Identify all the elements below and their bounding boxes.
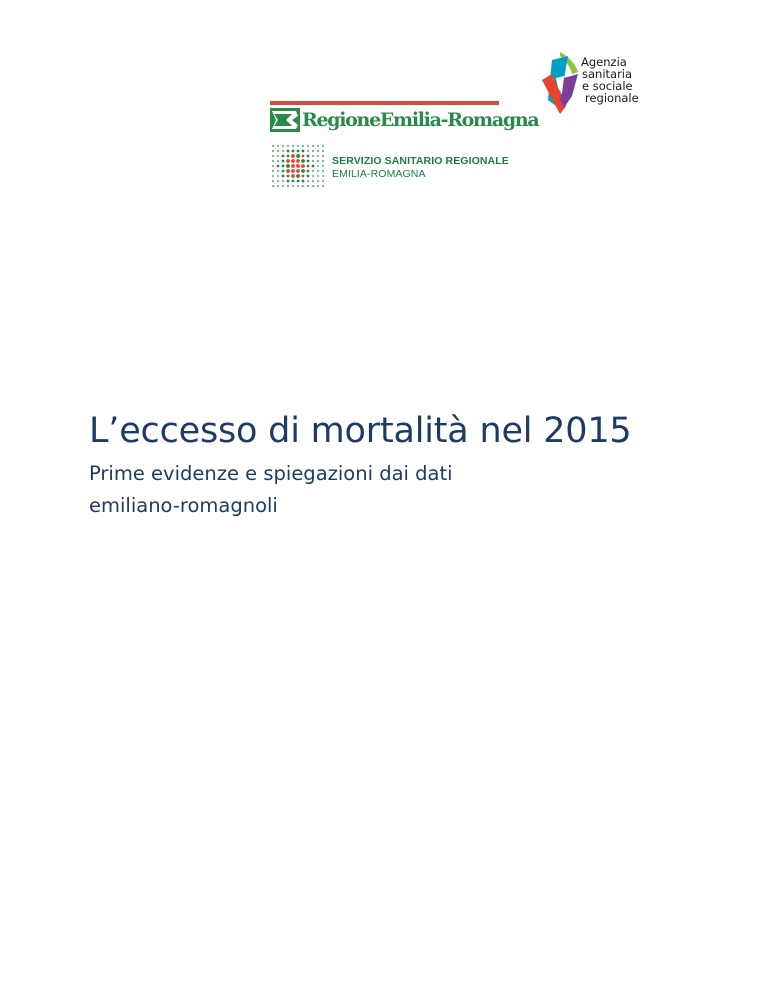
ssr-dot	[312, 155, 314, 157]
ssr-name-line: SERVIZIO SANITARIO REGIONALE	[332, 155, 509, 167]
ssr-dot	[317, 150, 319, 152]
ssr-dot	[317, 170, 319, 172]
ssr-dot	[312, 165, 315, 168]
ssr-dot	[286, 159, 290, 163]
servizio-sanitario-regionale-logo	[270, 143, 510, 191]
ssr-dot	[282, 180, 284, 182]
ssr-dot	[317, 160, 319, 162]
ssr-dot	[272, 150, 274, 152]
ssr-dot	[322, 160, 324, 162]
ssr-dot	[307, 160, 310, 163]
ssr-dot	[302, 145, 304, 147]
ssr-dot	[287, 145, 289, 147]
document-subtitle	[89, 458, 609, 522]
ssr-dot	[312, 170, 314, 172]
ssr-dot	[277, 185, 279, 187]
ssr-dot	[322, 175, 324, 177]
ssr-dot	[286, 164, 290, 168]
ssr-dot	[307, 150, 309, 152]
ssr-dot	[302, 150, 305, 153]
ssr-dot	[287, 180, 290, 183]
ssr-dot	[317, 180, 319, 182]
ssr-dot	[282, 150, 284, 152]
ssr-dot	[277, 180, 279, 182]
ssr-dot	[322, 155, 324, 157]
ssr-dot	[277, 165, 280, 168]
subtitle-line: emiliano-romagnoli	[89, 494, 278, 517]
agency-logo	[538, 50, 668, 116]
ssr-dot	[292, 150, 295, 153]
ssr-dot	[282, 165, 285, 168]
ssr-dot	[312, 180, 314, 182]
ssr-dot	[322, 145, 324, 147]
ssr-dot	[287, 150, 290, 153]
ssr-dot	[322, 170, 324, 172]
ssr-dot	[287, 155, 290, 158]
ssr-dot	[301, 159, 305, 163]
ssr-dot	[296, 159, 300, 163]
ssr-dot	[291, 174, 295, 178]
ssr-dot	[307, 180, 309, 182]
ssr-dot	[277, 150, 279, 152]
subtitle-line: Prime evidenze e spiegazioni dai dati	[89, 462, 453, 485]
ssr-dot	[287, 175, 290, 178]
ssr-dot	[291, 154, 295, 158]
ssr-dot	[301, 164, 305, 168]
regione-emilia-romagna-logo	[270, 101, 539, 133]
ssr-dot	[297, 145, 299, 147]
ssr-dot	[317, 175, 319, 177]
ssr-dot	[277, 170, 279, 172]
agency-name	[581, 56, 639, 104]
ssr-dot	[282, 160, 285, 163]
ssr-dot	[272, 185, 274, 187]
ssr-dot	[287, 185, 289, 187]
ssr-dot	[317, 165, 319, 167]
ssr-dot	[302, 155, 305, 158]
ssr-dot	[312, 145, 314, 147]
ssr-dot	[297, 180, 300, 183]
ssr-dot	[307, 145, 309, 147]
ssr-dot	[296, 169, 300, 173]
ssr-dot	[312, 150, 314, 152]
ssr-dot	[302, 185, 304, 187]
regione-region-icon	[270, 108, 300, 132]
ssr-dot	[317, 155, 319, 157]
ssr-dot	[291, 164, 295, 168]
ssr-dot	[282, 175, 285, 178]
ssr-dot	[301, 169, 305, 173]
ssr-dot	[286, 169, 290, 173]
ssr-dot	[282, 145, 284, 147]
ssr-dot	[282, 185, 284, 187]
ssr-dot	[272, 145, 274, 147]
agency-name-line: e sociale	[582, 79, 633, 93]
ssr-dot	[272, 155, 274, 157]
ssr-dot	[292, 185, 294, 187]
ssr-dot	[297, 150, 300, 153]
ssr-dot	[282, 155, 285, 158]
ssr-dot	[312, 185, 314, 187]
ssr-dot	[277, 155, 279, 157]
ssr-dot	[277, 160, 279, 162]
ssr-dot	[312, 160, 314, 162]
agency-name-line: regionale	[585, 91, 639, 105]
ssr-dot	[296, 154, 300, 158]
ssr-dot	[307, 175, 310, 178]
ssr-dot	[272, 180, 274, 182]
ssr-dot	[296, 174, 300, 178]
agency-name-line: Agenzia	[581, 55, 627, 69]
ssr-dot	[322, 165, 324, 167]
ssr-dot-grid-icon	[270, 143, 326, 189]
ssr-dot	[317, 145, 319, 147]
ssr-dot	[322, 180, 324, 182]
ssr-dot	[292, 145, 294, 147]
ssr-dot	[322, 185, 324, 187]
agency-mark-icon	[538, 50, 582, 116]
ssr-dot	[282, 170, 285, 173]
ssr-dot	[307, 170, 310, 173]
regione-name: RegioneEmilia-Romagna	[302, 109, 539, 131]
ssr-dot	[297, 185, 299, 187]
ssr-dot	[317, 185, 319, 187]
regione-red-bar	[270, 101, 499, 105]
ssr-dot	[272, 170, 274, 172]
ssr-dot	[312, 175, 314, 177]
ssr-region-line: EMILIA-ROMAGNA	[332, 168, 426, 180]
ssr-dot	[292, 180, 295, 183]
ssr-dot	[307, 185, 309, 187]
ssr-dot	[307, 155, 310, 158]
ssr-dot	[272, 165, 274, 167]
agency-name-line: sanitaria	[582, 67, 633, 81]
ssr-dot	[322, 150, 324, 152]
ssr-dot	[307, 165, 310, 168]
ssr-dot	[277, 175, 279, 177]
ssr-dot	[291, 159, 295, 163]
ssr-dot	[272, 160, 274, 162]
document-title: L’eccesso di mortalità nel 2015	[89, 411, 632, 451]
ssr-dot	[302, 175, 305, 178]
ssr-dot	[291, 169, 295, 173]
ssr-dot	[277, 145, 279, 147]
ssr-dot	[272, 175, 274, 177]
ssr-dot	[296, 164, 300, 168]
ssr-dot	[302, 180, 305, 183]
